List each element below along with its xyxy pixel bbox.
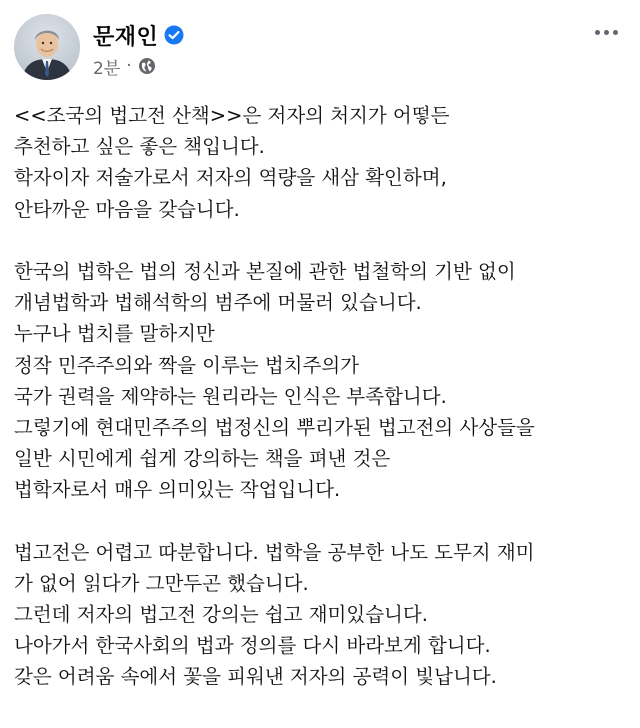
verified-badge-icon (164, 25, 184, 45)
post-text-line: 정작 민주주의와 짝을 이루는 법치주의가 (14, 353, 360, 377)
post-text-line: 안타까운 마음을 갖습니다. (14, 197, 240, 221)
post-text-line: 일반 시민에게 쉽게 강의하는 책을 펴낸 것은 (14, 447, 391, 471)
post-meta (93, 54, 156, 78)
post-text-line: 한국의 법학은 법의 정신과 본질에 관한 법철학의 기반 없이 (14, 259, 516, 283)
post-text-line: 가 없어 읽다가 그만두곤 했습니다. (14, 571, 309, 595)
meta-separator: · (126, 56, 132, 76)
more-options-icon (595, 30, 600, 35)
post-body (14, 100, 634, 693)
post-text-line: 누구나 법치를 말하지만 (14, 322, 215, 346)
paragraph-gap (14, 505, 634, 536)
avatar-portrait-icon (14, 14, 80, 80)
post-text-line: 그렇기에 현대민주주의 법정신의 뿌리가된 법고전의 사상들을 (14, 415, 535, 439)
post-text-line: 법고전은 어렵고 따분합니다. 법학을 공부한 나도 도무지 재미 (14, 540, 535, 564)
post-text-line: 추천하고 싶은 좋은 책입니다. (14, 135, 265, 159)
author-name[interactable]: 문재인 (93, 24, 159, 50)
globe-icon[interactable] (138, 57, 156, 75)
more-options-icon-dot (604, 30, 609, 35)
post-text-line: 개념법학과 법해석학의 범주에 머물러 있습니다. (14, 291, 422, 315)
post-timestamp[interactable]: 2분 (93, 58, 121, 79)
author-avatar[interactable] (14, 14, 80, 80)
post-text-line: 나아가서 한국사회의 법과 정의를 다시 바라보게 합니다. (14, 634, 491, 658)
paragraph-gap (14, 225, 634, 256)
author-row (93, 20, 184, 50)
post-header (0, 0, 640, 90)
post-text-line: 학자이자 저술가로서 저자의 역량을 새삼 확인하며, (14, 166, 447, 190)
post-text-line: 국가 권력을 제약하는 원리라는 인식은 부족합니다. (14, 384, 447, 408)
post-text-line: <<조국의 법고전 산책>>은 저자의 처지가 어떻든 (14, 104, 450, 127)
more-options-icon-dot (613, 30, 618, 35)
more-options-button[interactable] (586, 18, 626, 46)
post-text-line: 그런데 저자의 법고전 강의는 쉽고 재미있습니다. (14, 603, 428, 626)
post-text-line: 법학자로서 매우 의미있는 작업입니다. (14, 478, 341, 502)
post-text-line: 갖은 어려움 속에서 꽃을 피워낸 저자의 공력이 빛납니다. (14, 665, 497, 689)
